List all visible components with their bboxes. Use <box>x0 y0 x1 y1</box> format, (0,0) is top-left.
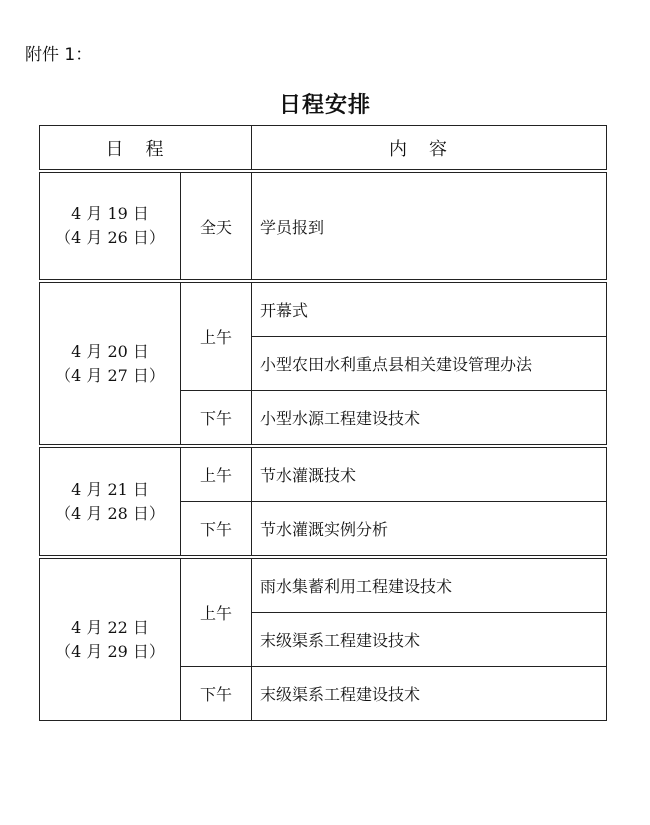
period-label: 下午 <box>181 502 252 556</box>
page-title: 日程安排 <box>278 93 371 118</box>
table-row <box>40 173 607 280</box>
period-label: 下午 <box>181 667 252 721</box>
table-row <box>40 559 607 613</box>
period-label: 全天 <box>181 173 252 280</box>
period-label: 下午 <box>181 391 252 445</box>
period-label: 上午 <box>181 283 252 391</box>
schedule-table <box>39 125 607 721</box>
content-header: 内容 <box>252 126 607 170</box>
date-cell <box>40 283 181 445</box>
table-row <box>40 283 607 337</box>
content-item: 末级渠系工程建设技术 <box>252 667 607 721</box>
date-text: 4 月 20 日 <box>71 341 149 361</box>
attachment-label: 附件 1： <box>25 45 93 65</box>
alt-date-text: （4 月 26 日） <box>55 228 165 247</box>
content-item: 节水灌溉实例分析 <box>252 502 607 556</box>
content-item: 小型水源工程建设技术 <box>252 391 607 445</box>
content-item: 节水灌溉技术 <box>252 448 607 502</box>
schedule-header: 日程 <box>40 126 252 170</box>
content-item: 雨水集蓄利用工程建设技术 <box>252 559 607 613</box>
alt-date-text: （4 月 27 日） <box>55 365 165 385</box>
period-label: 上午 <box>181 448 252 502</box>
alt-date-text: （4 月 28 日） <box>55 503 165 523</box>
table-row <box>40 448 607 502</box>
content-item: 开幕式 <box>252 283 607 337</box>
date-text: 4 月 19 日 <box>71 204 149 223</box>
table-header-row <box>40 126 607 170</box>
date-cell <box>40 173 181 280</box>
date-text: 4 月 22 日 <box>71 617 149 637</box>
date-cell <box>40 559 181 721</box>
content-item: 小型农田水利重点县相关建设管理办法 <box>252 337 607 391</box>
date-text: 4 月 21 日 <box>71 479 149 499</box>
content-item: 学员报到 <box>252 173 607 280</box>
content-item: 末级渠系工程建设技术 <box>252 613 607 667</box>
date-cell <box>40 448 181 556</box>
period-label: 上午 <box>181 559 252 667</box>
alt-date-text: （4 月 29 日） <box>55 641 165 661</box>
